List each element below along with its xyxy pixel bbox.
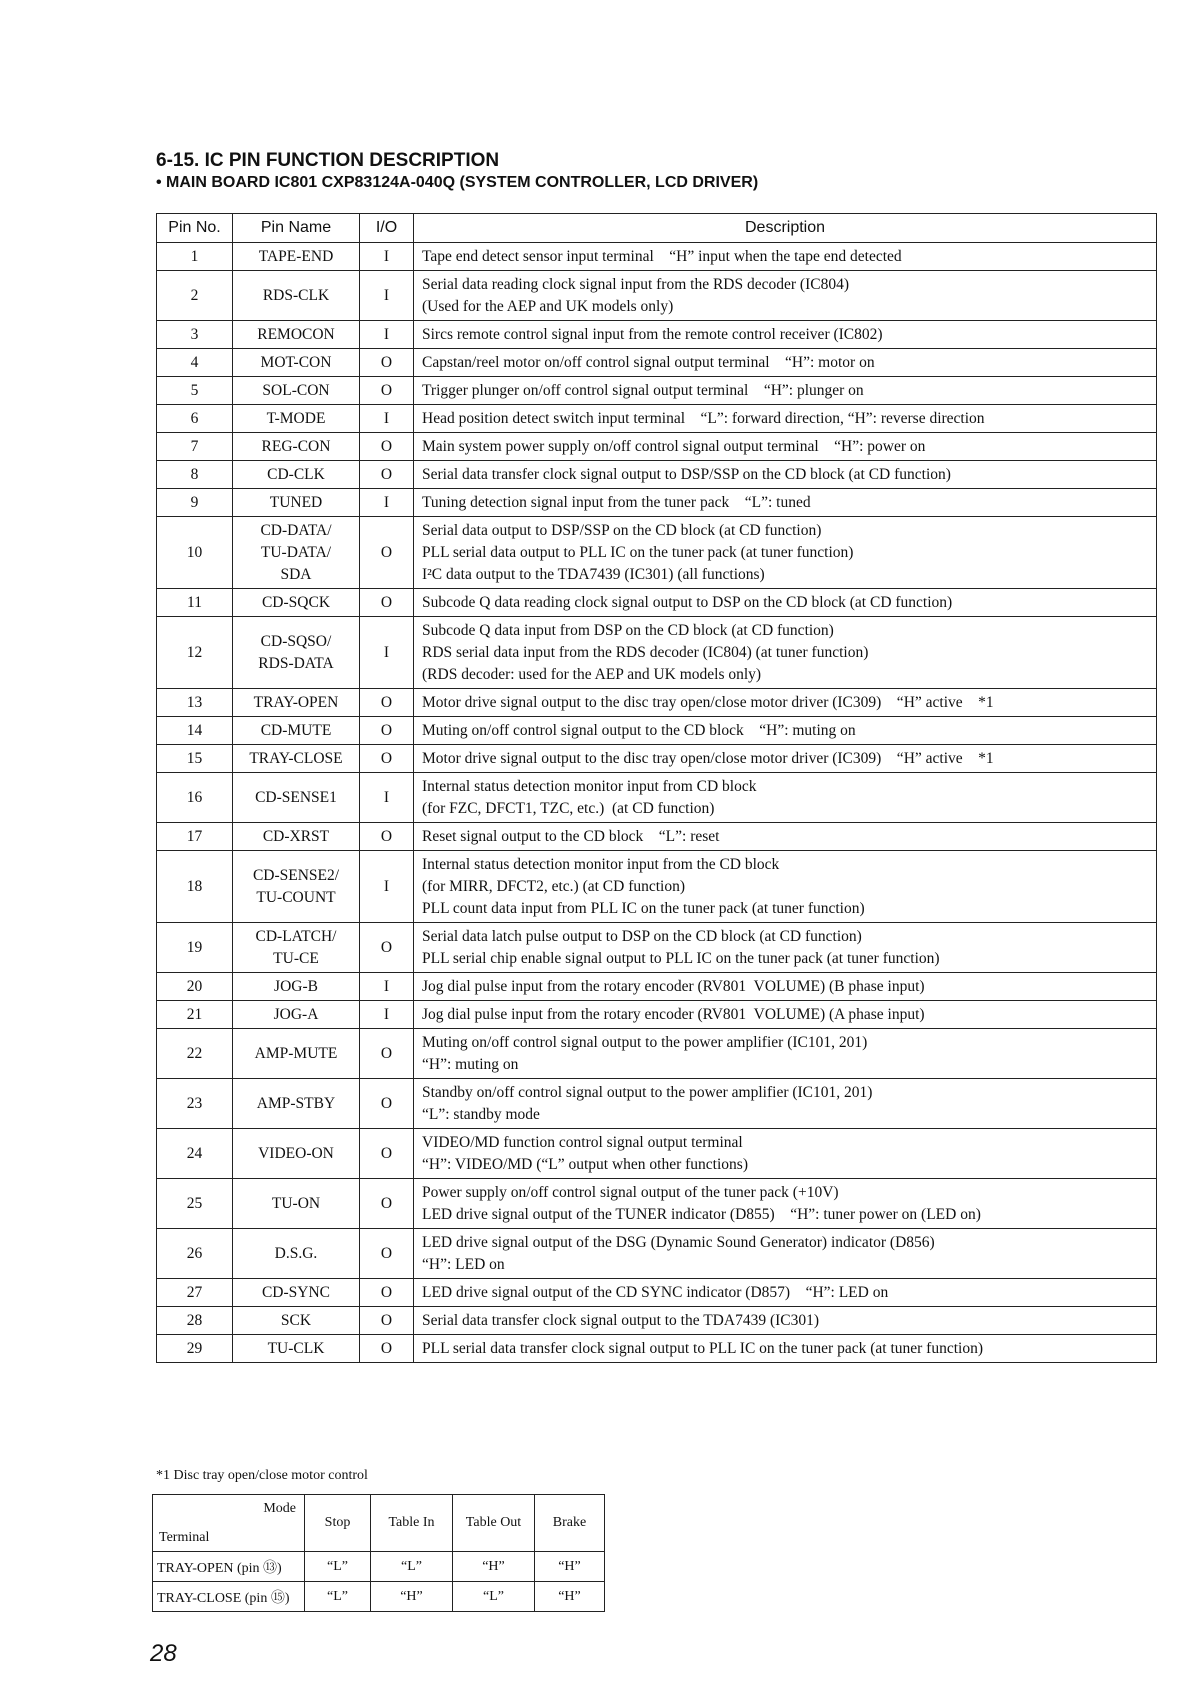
tray-close-row <box>153 1582 605 1612</box>
tray-table-header-row <box>153 1495 605 1552</box>
pin-name-cell <box>233 1335 360 1363</box>
header-pin-no: Pin No. <box>157 214 233 243</box>
description-cell <box>414 349 1157 377</box>
description-line: Tuning detection signal input from the tuner pack “L”: tuned <box>422 493 811 511</box>
pin-number-cell: 16 <box>157 773 233 823</box>
pin-number-cell: 21 <box>157 1001 233 1029</box>
pin-name-cell <box>233 773 360 823</box>
description-cell <box>414 851 1157 923</box>
description-line: (for MIRR, DFCT2, etc.) (at CD function) <box>422 877 686 895</box>
pin-number-cell: 18 <box>157 851 233 923</box>
col-brake: Brake <box>535 1495 605 1552</box>
pin-number-cell: 12 <box>157 617 233 689</box>
table-row <box>157 321 1157 349</box>
io-cell: I <box>360 271 414 321</box>
table-row <box>157 271 1157 321</box>
mode-label: Mode <box>263 1501 296 1516</box>
table-row <box>157 689 1157 717</box>
table-row <box>157 377 1157 405</box>
pin-name-cell <box>233 1001 360 1029</box>
terminal-label: Terminal <box>159 1530 210 1545</box>
pin-number-cell: 17 <box>157 823 233 851</box>
header-pin-name: Pin Name <box>233 214 360 243</box>
io-cell: O <box>360 823 414 851</box>
pin-name-cell <box>233 377 360 405</box>
description-cell <box>414 617 1157 689</box>
io-cell: O <box>360 923 414 973</box>
section-subtitle: • MAIN BOARD IC801 CXP83124A-040Q (SYSTEM CONTROLLER, LCD DRIVER) <box>156 174 759 191</box>
pin-name-line: REG-CON <box>261 437 331 455</box>
pin-name-line: CD-SENSE1 <box>255 788 337 806</box>
footnote-text: *1 Disc tray open/close motor control <box>156 1468 368 1483</box>
pin-name-cell <box>233 745 360 773</box>
description-line: I²C data output to the TDA7439 (IC301) (all functions) <box>422 565 765 583</box>
description-line: “H”: muting on <box>422 1055 519 1073</box>
io-cell: I <box>360 851 414 923</box>
table-row <box>157 923 1157 973</box>
pin-number-cell: 7 <box>157 433 233 461</box>
description-cell <box>414 689 1157 717</box>
pin-name-cell <box>233 1029 360 1079</box>
pin-name-line: REMOCON <box>257 325 335 343</box>
io-cell: O <box>360 1229 414 1279</box>
pin-name-cell <box>233 349 360 377</box>
description-line: Serial data latch pulse output to DSP on the CD block (at CD function) <box>422 927 862 945</box>
pin-name-line: TU-ON <box>271 1194 321 1212</box>
description-cell <box>414 517 1157 589</box>
pin-name-line: SCK <box>280 1311 312 1329</box>
page-number: 28 <box>150 1640 177 1667</box>
io-cell: O <box>360 745 414 773</box>
description-line: (Used for the AEP and UK models only) <box>422 297 674 315</box>
table-row <box>157 851 1157 923</box>
col-stop: Stop <box>305 1495 371 1552</box>
description-line: RDS serial data input from the RDS decoder (IC804) (at tuner function) <box>422 643 869 661</box>
io-cell: O <box>360 717 414 745</box>
pin-name-line: TU-CLK <box>267 1339 325 1357</box>
table-row <box>157 773 1157 823</box>
description-line: LED drive signal output of the TUNER indicator (D855) “H”: tuner power on (LED on) <box>422 1205 981 1223</box>
pin-name-cell <box>233 923 360 973</box>
description-cell <box>414 773 1157 823</box>
pin-name-line: CD-MUTE <box>260 721 332 739</box>
pin-function-table <box>156 213 1157 1363</box>
pin-name-cell <box>233 1307 360 1335</box>
table-row <box>157 745 1157 773</box>
pin-number-cell: 1 <box>157 243 233 271</box>
pin-number-cell: 25 <box>157 1179 233 1229</box>
pin-name-line: CD-SYNC <box>261 1283 331 1301</box>
table-row <box>157 717 1157 745</box>
table-row <box>157 1279 1157 1307</box>
description-line: Trigger plunger on/off control signal output terminal “H”: plunger on <box>422 381 864 399</box>
io-cell: I <box>360 405 414 433</box>
table-row <box>157 517 1157 589</box>
io-cell: O <box>360 689 414 717</box>
description-cell <box>414 717 1157 745</box>
tray-open-table-out: “H” <box>453 1552 535 1582</box>
pin-name-cell <box>233 321 360 349</box>
table-row <box>157 589 1157 617</box>
pin-number-cell: 15 <box>157 745 233 773</box>
description-line: Serial data reading clock signal input from the RDS decoder (IC804) <box>422 275 849 293</box>
io-cell: I <box>360 243 414 271</box>
pin-number-cell: 29 <box>157 1335 233 1363</box>
description-line: Muting on/off control signal output to the power amplifier (IC101, 201) <box>422 1033 868 1051</box>
description-line: LED drive signal output of the DSG (Dynamic Sound Generator) indicator (D856) <box>422 1233 935 1251</box>
description-cell <box>414 1335 1157 1363</box>
description-line: Serial data output to DSP/SSP on the CD block (at CD function) <box>422 521 822 539</box>
table-header-row <box>157 214 1157 243</box>
description-cell <box>414 823 1157 851</box>
description-cell <box>414 1001 1157 1029</box>
pin-name-cell <box>233 617 360 689</box>
io-cell: I <box>360 489 414 517</box>
pin-name-line: CD-SQCK <box>261 593 331 611</box>
description-cell <box>414 433 1157 461</box>
tray-close-stop: “L” <box>305 1582 371 1612</box>
description-cell <box>414 271 1157 321</box>
description-line: PLL count data input from PLL IC on the tuner pack (at tuner function) <box>422 899 865 917</box>
table-row <box>157 1001 1157 1029</box>
io-cell: I <box>360 1001 414 1029</box>
table-row <box>157 461 1157 489</box>
description-cell <box>414 1279 1157 1307</box>
pin-name-cell <box>233 271 360 321</box>
io-cell: O <box>360 1335 414 1363</box>
tray-open-table-in: “L” <box>371 1552 453 1582</box>
pin-name-line: TU-DATA/ <box>260 543 332 561</box>
description-cell <box>414 1179 1157 1229</box>
pin-name-line: CD-SQSO/ <box>260 632 332 650</box>
description-cell <box>414 243 1157 271</box>
io-cell: O <box>360 349 414 377</box>
pin-name-line: SDA <box>280 565 312 583</box>
description-line: Subcode Q data reading clock signal output to DSP on the CD block (at CD function) <box>422 593 953 611</box>
io-cell: O <box>360 1279 414 1307</box>
pin-name-cell <box>233 973 360 1001</box>
col-table-in: Table In <box>371 1495 453 1552</box>
tray-close-table-out: “L” <box>453 1582 535 1612</box>
pin-name-cell <box>233 461 360 489</box>
pin-name-line: JOG-B <box>274 977 318 995</box>
tray-open-stop: “L” <box>305 1552 371 1582</box>
table-row <box>157 823 1157 851</box>
pin-number-cell: 3 <box>157 321 233 349</box>
pin-number-cell: 22 <box>157 1029 233 1079</box>
pin-name-cell <box>233 243 360 271</box>
pin-number-cell: 26 <box>157 1229 233 1279</box>
description-cell <box>414 321 1157 349</box>
pin-number-cell: 6 <box>157 405 233 433</box>
description-line: PLL serial data transfer clock signal output to PLL IC on the tuner pack (at tuner function) <box>422 1339 983 1357</box>
pin-number-cell: 20 <box>157 973 233 1001</box>
tray-open-brake: “H” <box>535 1552 605 1582</box>
pin-name-line: CD-XRST <box>262 827 330 845</box>
description-cell <box>414 377 1157 405</box>
description-line: PLL serial chip enable signal output to PLL IC on the tuner pack (at tuner function) <box>422 949 940 967</box>
table-row <box>157 1129 1157 1179</box>
pin-name-line: T-MODE <box>266 409 326 427</box>
pin-name-line: SOL-CON <box>262 381 330 399</box>
io-cell: O <box>360 377 414 405</box>
pin-name-cell <box>233 823 360 851</box>
pin-name-line: JOG-A <box>273 1005 319 1023</box>
io-cell: I <box>360 973 414 1001</box>
table-row <box>157 1079 1157 1129</box>
pin-name-cell <box>233 1079 360 1129</box>
pin-number-cell: 24 <box>157 1129 233 1179</box>
description-line: Tape end detect sensor input terminal “H” input when the tape end detected <box>422 247 902 265</box>
description-line: Jog dial pulse input from the rotary encoder (RV801 VOLUME) (B phase input) <box>422 977 925 995</box>
description-cell <box>414 1029 1157 1079</box>
pin-number-cell: 10 <box>157 517 233 589</box>
description-line: Motor drive signal output to the disc tray open/close motor driver (IC309) “H” active *1 <box>422 693 994 711</box>
pin-name-line: TRAY-CLOSE <box>249 749 343 767</box>
pin-name-line: RDS-CLK <box>262 286 330 304</box>
table-row <box>157 489 1157 517</box>
pin-rows <box>157 243 1157 1363</box>
description-cell <box>414 461 1157 489</box>
pin-number-cell: 27 <box>157 1279 233 1307</box>
pin-number-cell: 28 <box>157 1307 233 1335</box>
pin-name-cell <box>233 433 360 461</box>
description-line: Serial data transfer clock signal output to the TDA7439 (IC301) <box>422 1311 820 1329</box>
description-cell <box>414 1229 1157 1279</box>
pin-name-line: AMP-STBY <box>256 1094 336 1112</box>
pin-name-line: RDS-DATA <box>258 654 334 672</box>
pin-name-cell <box>233 717 360 745</box>
pin-number-cell: 19 <box>157 923 233 973</box>
pin-name-line: MOT-CON <box>260 353 332 371</box>
io-cell: I <box>360 617 414 689</box>
tray-close-brake: “H” <box>535 1582 605 1612</box>
tray-motor-table <box>152 1494 605 1612</box>
description-line: Serial data transfer clock signal output to DSP/SSP on the CD block (at CD function) <box>422 465 951 483</box>
pin-number-cell: 9 <box>157 489 233 517</box>
table-row <box>157 1029 1157 1079</box>
pin-name-line: AMP-MUTE <box>254 1044 338 1062</box>
description-line: Reset signal output to the CD block “L”: reset <box>422 827 720 845</box>
tray-close-terminal: TRAY-CLOSE (pin ⑮) <box>153 1582 305 1612</box>
table-row <box>157 1335 1157 1363</box>
mode-terminal-cell <box>153 1495 305 1552</box>
io-cell: O <box>360 1307 414 1335</box>
description-cell <box>414 589 1157 617</box>
description-line: Head position detect switch input terminal “L”: forward direction, “H”: reverse direction <box>422 409 985 427</box>
pin-name-line: D.S.G. <box>274 1244 318 1262</box>
description-cell <box>414 405 1157 433</box>
pin-number-cell: 11 <box>157 589 233 617</box>
description-line: “H”: VIDEO/MD (“L” output when other functions) <box>422 1155 748 1173</box>
pin-name-line: TRAY-OPEN <box>253 693 339 711</box>
pin-name-line: CD-DATA/ <box>260 521 332 539</box>
pin-name-line: CD-LATCH/ <box>255 927 337 945</box>
description-line: Internal status detection monitor input from the CD block <box>422 855 780 873</box>
pin-number-cell: 23 <box>157 1079 233 1129</box>
table-row <box>157 433 1157 461</box>
description-cell <box>414 973 1157 1001</box>
pin-name-line: TU-COUNT <box>256 888 336 906</box>
pin-name-line: TUNED <box>269 493 323 511</box>
tray-open-row <box>153 1552 605 1582</box>
description-cell <box>414 1129 1157 1179</box>
table-row <box>157 405 1157 433</box>
description-cell <box>414 1079 1157 1129</box>
description-line: (RDS decoder: used for the AEP and UK models only) <box>422 665 762 683</box>
description-line: Jog dial pulse input from the rotary encoder (RV801 VOLUME) (A phase input) <box>422 1005 925 1023</box>
description-line: Internal status detection monitor input from CD block <box>422 777 757 795</box>
pin-name-line: VIDEO-ON <box>258 1144 334 1162</box>
description-line: Standby on/off control signal output to the power amplifier (IC101, 201) <box>422 1083 873 1101</box>
pin-name-line: CD-SENSE2/ <box>252 866 340 884</box>
pin-number-cell: 5 <box>157 377 233 405</box>
pin-name-line: TU-CE <box>273 949 319 967</box>
table-row <box>157 973 1157 1001</box>
pin-name-line: TAPE-END <box>258 247 334 265</box>
io-cell: O <box>360 517 414 589</box>
description-line: Muting on/off control signal output to the CD block “H”: muting on <box>422 721 856 739</box>
pin-name-line: CD-CLK <box>267 465 325 483</box>
io-cell: O <box>360 1029 414 1079</box>
pin-name-cell <box>233 851 360 923</box>
io-cell: I <box>360 773 414 823</box>
table-row <box>157 243 1157 271</box>
io-cell: O <box>360 589 414 617</box>
io-cell: O <box>360 433 414 461</box>
pin-name-cell <box>233 517 360 589</box>
description-line: Motor drive signal output to the disc tray open/close motor driver (IC309) “H” active *1 <box>422 749 994 767</box>
table-row <box>157 349 1157 377</box>
pin-name-cell <box>233 1279 360 1307</box>
description-line: LED drive signal output of the CD SYNC indicator (D857) “H”: LED on <box>422 1283 889 1301</box>
tray-close-table-in: “H” <box>371 1582 453 1612</box>
description-line: Sircs remote control signal input from the remote control receiver (IC802) <box>422 325 883 343</box>
description-cell <box>414 489 1157 517</box>
pin-name-cell <box>233 405 360 433</box>
description-cell <box>414 1307 1157 1335</box>
header-description: Description <box>414 214 1157 243</box>
description-line: Main system power supply on/off control signal output terminal “H”: power on <box>422 437 926 455</box>
pin-number-cell: 14 <box>157 717 233 745</box>
description-cell <box>414 923 1157 973</box>
description-line: “L”: standby mode <box>422 1105 540 1123</box>
pin-number-cell: 2 <box>157 271 233 321</box>
pin-name-cell <box>233 689 360 717</box>
table-row <box>157 1307 1157 1335</box>
description-line: (for FZC, DFCT1, TZC, etc.) (at CD function) <box>422 799 715 817</box>
pin-name-cell <box>233 589 360 617</box>
description-line: Capstan/reel motor on/off control signal output terminal “H”: motor on <box>422 353 875 371</box>
description-line: Subcode Q data input from DSP on the CD block (at CD function) <box>422 621 834 639</box>
description-line: Power supply on/off control signal output of the tuner pack (+10V) <box>422 1183 839 1201</box>
table-row <box>157 1179 1157 1229</box>
pin-name-cell <box>233 489 360 517</box>
table-row <box>157 1229 1157 1279</box>
description-line: PLL serial data output to PLL IC on the tuner pack (at tuner function) <box>422 543 854 561</box>
io-cell: O <box>360 1079 414 1129</box>
description-line: “H”: LED on <box>422 1255 505 1273</box>
header-io: I/O <box>360 214 414 243</box>
table-row <box>157 617 1157 689</box>
io-cell: O <box>360 1179 414 1229</box>
pin-number-cell: 13 <box>157 689 233 717</box>
io-cell: I <box>360 321 414 349</box>
description-line: VIDEO/MD function control signal output terminal <box>422 1133 743 1151</box>
pin-number-cell: 4 <box>157 349 233 377</box>
tray-open-terminal: TRAY-OPEN (pin ⑬) <box>153 1552 305 1582</box>
io-cell: O <box>360 461 414 489</box>
io-cell: O <box>360 1129 414 1179</box>
pin-name-cell <box>233 1129 360 1179</box>
pin-number-cell: 8 <box>157 461 233 489</box>
pin-name-cell <box>233 1229 360 1279</box>
description-cell <box>414 745 1157 773</box>
col-table-out: Table Out <box>453 1495 535 1552</box>
pin-name-cell <box>233 1179 360 1229</box>
section-title: 6-15. IC PIN FUNCTION DESCRIPTION <box>156 150 500 171</box>
